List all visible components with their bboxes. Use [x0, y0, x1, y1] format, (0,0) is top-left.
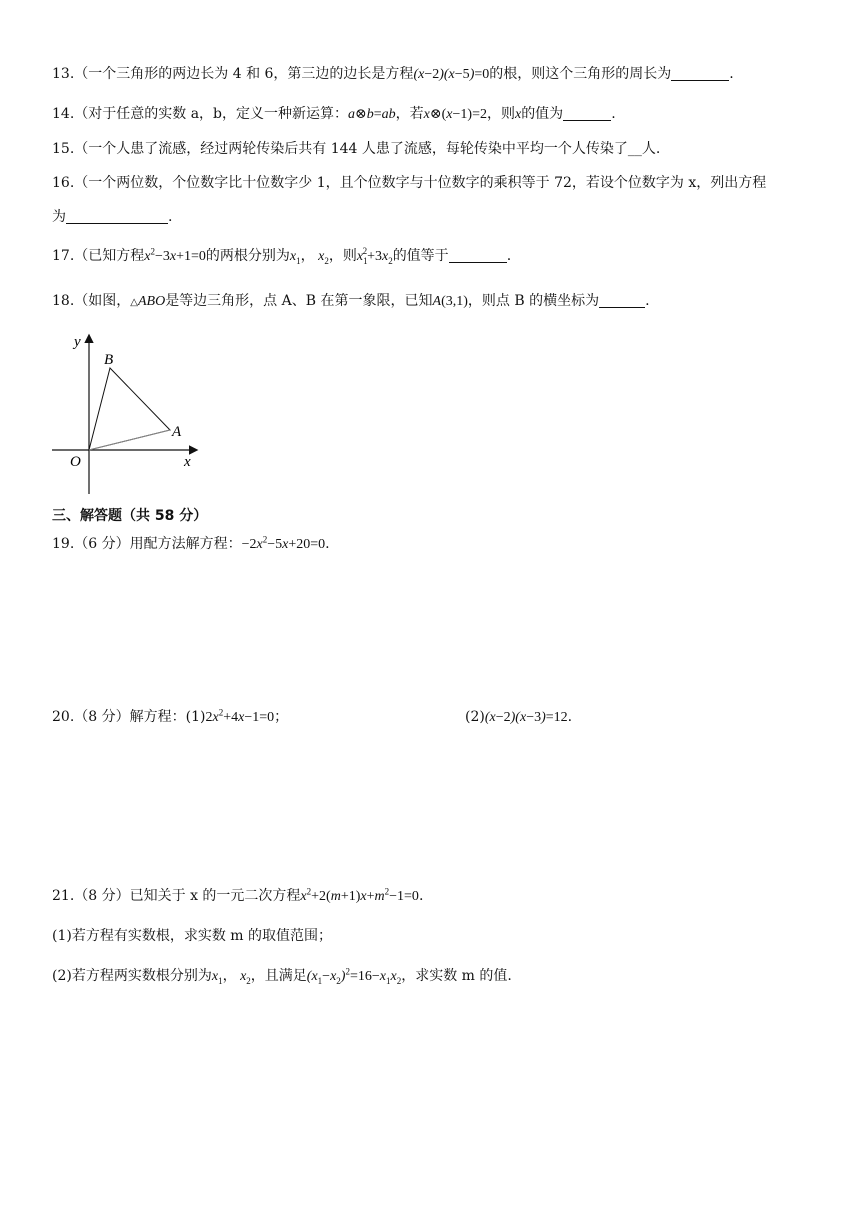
question-17: 17.（已知方程$x^2-3x+1=0$的两根分别为$x_1$， $x_2$，则$x_1^2+3x_2$的值等于 . [52, 246, 512, 266]
q17-expression: $x_1^2+3x_2$ [356, 246, 393, 266]
q17-answer-blank[interactable] [449, 248, 507, 263]
q13-prefix: 13.（一个三角形的两边长为 4 和 6，第三边的边长是方程 [52, 66, 414, 82]
q20-part1-equation: $2x^2+4x-1=0$ [205, 707, 275, 725]
q21-equation: $x^2+2(m+1)x+m^2-1=0$ [300, 886, 419, 904]
label-a: A [172, 424, 182, 440]
q19-equation: $-2x^2-5x+20=0$ [241, 534, 326, 552]
question-20: 20.（8 分）解方程：$(1)2x^2+4x-1=0$； [52, 707, 289, 725]
triangle-abo [89, 368, 170, 450]
q20-part2-label: (2) [465, 709, 485, 725]
question-15: 15.（一个人患了流感，经过两轮传染后共有 144 人患了流感，每轮传染中平均一个人传染了__人. [52, 141, 661, 157]
q18-triangle: △ABO [130, 294, 166, 309]
q14-tail: 的值为 [521, 106, 564, 122]
q14-mid: ，若 [395, 106, 424, 122]
q18-point-a: A(3,1) [432, 294, 468, 309]
q20-part2-equation: (x−2)(x−3)=12 [484, 710, 568, 725]
question-16-line1: 16.（一个两位数，个位数字比十位数字少 1，且个位数字与十位数字的乘积等于 72，若设个位数字为 x，列出方程 [52, 175, 767, 191]
q21-sub2-prefix: (2)若方程两实数根分别为 [52, 968, 212, 984]
question-21: 21.（8 分）已知关于 x 的一元二次方程$x^2+2(m+1)x+m^2-1=0$. [52, 886, 424, 904]
label-x: x [184, 454, 191, 470]
q19-prefix: 19.（6 分）用配方法解方程： [52, 536, 242, 552]
question-19: 19.（6 分）用配方法解方程：$-2x^2-5x+20=0$. [52, 534, 330, 552]
q14-operation-def: a⊗b=ab [348, 107, 396, 122]
q16-answer-blank[interactable] [66, 209, 168, 224]
question-20-part2: (2)(x−2)(x−3)=12. [465, 709, 573, 725]
q21-roots: $x_1$， $x_2$ [211, 969, 251, 986]
segment-oa [89, 430, 170, 450]
q14-suffix: ，则 [486, 106, 515, 122]
q13-equation: (x−2)(x−5)=0 [413, 67, 490, 82]
question-21-part2 [52, 966, 512, 987]
q14-answer-blank[interactable] [563, 106, 611, 121]
q21-sub2-mid: ，且满足 [250, 968, 307, 984]
q16-line2-text: 为 [52, 209, 66, 225]
q18-mid: 是等边三角形，点 A、B 在第一象限，已知 [165, 293, 433, 309]
q17-mid2: ，则 [328, 248, 357, 264]
q20-prefix: 20.（8 分）解方程： [52, 709, 186, 725]
question-18: 18.（如图，△ABO是等边三角形，点 A、B 在第一象限，已知A(3,1)，则点 B 的横坐标为 . [52, 293, 650, 309]
q20-part1-label: (1) [185, 709, 206, 725]
q17-suffix: 的值等于 [392, 248, 449, 264]
q21-sub2-suffix: ，求实数 m 的值. [401, 968, 512, 984]
q14-var-x: x [514, 107, 522, 122]
section-3-heading: 三、解答题（共 58 分） [52, 508, 208, 524]
q18-suffix: ，则点 B 的横坐标为 [467, 293, 600, 309]
q21-prefix: 21.（8 分）已知关于 x 的一元二次方程 [52, 888, 301, 904]
label-b: B [104, 352, 114, 368]
q17-equation: $x^2-3x+1=0$ [144, 246, 206, 264]
q13-answer-blank[interactable] [671, 66, 729, 81]
q17-roots: $x_1$， $x_2$ [289, 249, 329, 266]
question-16-line2: 为 . [52, 209, 173, 225]
label-y: y [74, 334, 81, 350]
q13-suffix: 的根，则这个三角形的周长为 [489, 66, 672, 82]
question-21-part1: (1)若方程有实数根，求实数 m 的取值范围； [52, 928, 333, 944]
q18-answer-blank[interactable] [599, 293, 645, 308]
q14-prefix: 14.（对于任意的实数 a，b，定义一种新运算： [52, 106, 349, 122]
q14-equation: x⊗(x−1)=2 [423, 107, 487, 122]
q18-prefix: 18.（如图， [52, 293, 131, 309]
q21-condition: $(x_1-x_2)^2=16-x_1x_2$ [306, 966, 402, 986]
q17-mid: 的两根分别为 [205, 248, 290, 264]
label-o: O [70, 454, 81, 470]
question-14: 14.（对于任意的实数 a，b，定义一种新运算：a⊗b=ab，若x⊗(x−1)=2，则x的值为 . [52, 106, 616, 122]
coordinate-figure [48, 330, 208, 500]
q17-prefix: 17.（已知方程 [52, 248, 145, 264]
question-13: 13.（一个三角形的两边长为 4 和 6，第三边的边长是方程(x−2)(x−5)=0的根，则这个三角形的周长为 . [52, 66, 734, 82]
